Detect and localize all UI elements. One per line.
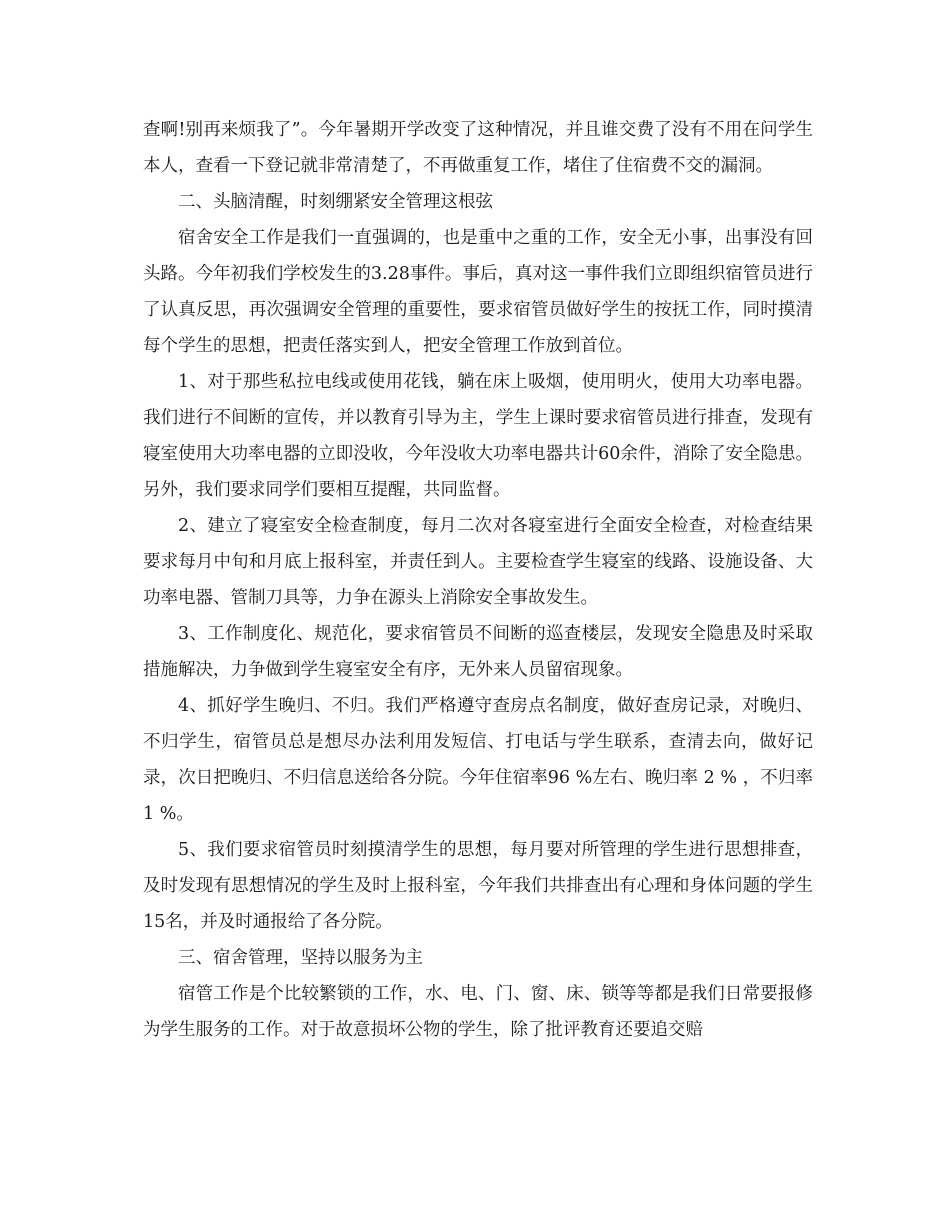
paragraph-item-5: 5、我们要求宿管员时刻摸清学生的思想，每月要对所管理的学生进行思想排查，及时发现有思想情况的学生及时上报科室，今年我们共排查出有心理和身体问题的学生15名，并及时通报给了各分院。 xyxy=(143,840,813,932)
paragraph-continuation: 查啊!别再来烦我了”。今年暑期开学改变了这种情况，并且谁交费了没有不用在问学生本人，查看一下登记就非常清楚了，不再做重复工作，堵住了住宿费不交的漏洞。 xyxy=(143,120,813,176)
paragraph-item-4: 4、抓好学生晚归、不归。我们严格遵守查房点名制度，做好查房记录，对晚归、不归学生，宿管员总是想尽办法利用发短信、打电话与学生联系，查清去向，做好记录，次日把晚归、不归信息送给各分院。今年住宿率96 %左右、晚归率 2 % ，不归率 1 %。 xyxy=(143,696,813,824)
section-heading-2: 二、头脑清醒，时刻绷紧安全管理这根弦 xyxy=(178,192,493,212)
paragraph-item-3: 3、工作制度化、规范化，要求宿管员不间断的巡查楼层，发现安全隐患及时采取措施解决，力争做到学生寝室安全有序，无外来人员留宿现象。 xyxy=(143,624,813,680)
paragraph-item-1: 1、对于那些私拉电线或使用花钱，躺在床上吸烟，使用明火，使用大功率电器。我们进行不间断的宣传，并以教育引导为主，学生上课时要求宿管员进行排查，发现有寝室使用大功率电器的立即没收，今年没收大功率电器共计60余件，消除了安全隐患。另外，我们要求同学们要相互提醒，共同监督。 xyxy=(143,372,813,500)
section-heading-3: 三、宿舍管理，坚持以服务为主 xyxy=(178,948,423,968)
paragraph-dorm-management: 宿管工作是个比较繁锁的工作，水、电、门、窗、床、锁等等都是我们日常要报修为学生服务的工作。对于故意损坏公物的学生，除了批评教育还要追交赔 xyxy=(143,984,813,1040)
document-body xyxy=(143,112,813,1048)
paragraph-safety-intro: 宿舍安全工作是我们一直强调的，也是重中之重的工作，安全无小事，出事没有回头路。今年初我们学校发生的3.28事件。事后，真对这一事件我们立即组织宿管员进行了认真反思，再次强调安全管理的重要性，要求宿管员做好学生的按抚工作，同时摸清每个学生的思想，把责任落实到人，把安全管理工作放到首位。 xyxy=(143,228,813,356)
paragraph-item-2: 2、建立了寝室安全检查制度，每月二次对各寝室进行全面安全检查，对检查结果要求每月中旬和月底上报科室，并责任到人。主要检查学生寝室的线路、设施设备、大功率电器、管制刀具等，力争在源头上消除安全事故发生。 xyxy=(143,516,813,608)
